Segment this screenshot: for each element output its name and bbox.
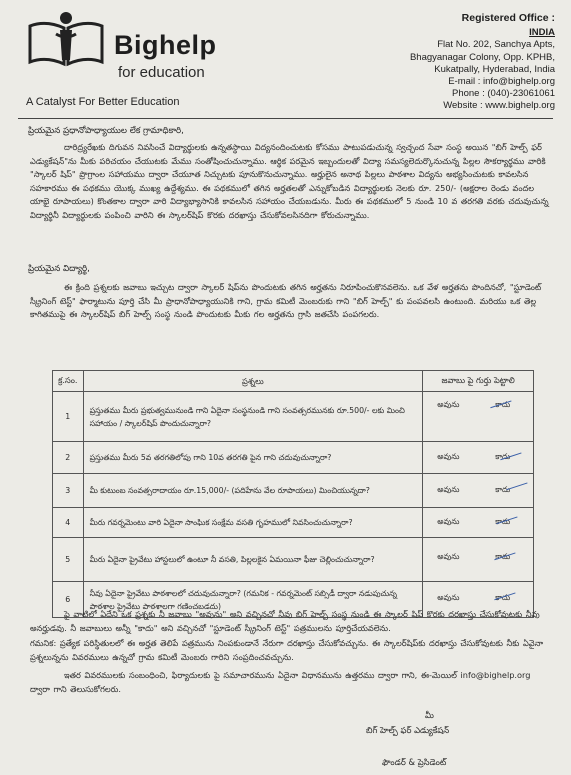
note-paragraph: గమనిక: ప్రత్యేక పరిస్థితులలో ఈ అర్హత తెలిపే పత్రమును నింపకుండానే నేరుగా దరఖాస్తు చేసుకోవచ్చును. ఈ స్కాలర్‌షిప్‌కు దరఖాస్తు చేసుకోవుటకు నీకు ఏవైనా ప్రశ్నలున్నను వివరములు ఉన్నచో గ్రామ కమిటీ మెంబరు గారిని సంప్రదించవచ్చును. xyxy=(30,638,544,662)
intro-paragraph: దారిద్ర్యరేఖకు దిగువన నివసించే విద్యార్థులకు ఉన్నతస్థాయి విద్యనందించుటకు కోసము పాటుపడుచున్న స్వచ్ఛంద సేవా సంస్థ అయిన "బిగ్ హెల్ప్ ఫర్ ఎడ్యుకేషన్"ను మీకు పరిచయం చేయుటకు మేము సంతోషించుచున్నాము. ఆర్థిక పరమైన ఇబ్బందులతో విద్యా సమస్యలెదుర్కొనుచున్న పిల్లల సౌకర్యార్థము వారికి "స్కాలర్ షిప్" ప్రొగ్రాంల సహాయము ద్వారా చేయూత నిచ్చుటకు పూనుకొనుచున్నాము. అర్హులైన అనాథ పిల్లలు పాఠశాల విద్యను అభ్యసించుటకు కావలసిన సహకారము ఈ పథకము యొక్క ముఖ్య ఉద్దేశ్యము. ఈ పథకములో తగిన అర్హతలతో ఎన్నుకోబడిన విద్యార్థులకు నెలకు రూ. 250/- (అక్షరాల రెండు వందల యాభై రూపాయలు) కొంతకాల ద్వారా వారి విద్యాభ్యాసానికి కావలసిన సహాయం చేయబడును. మీరు ఈ పథకములో 5 నుండి 10 వ తరగతి వరకు చదువుచున్న విద్యార్థినీ విద్యార్థులకు పంపించి వారిని ఈ స్కాలర్‌షిప్ కొరకు దరఖాస్తు చేసుకోవలసినదిగా కోరుచున్నాము. xyxy=(30,142,549,220)
office-country: INDIA xyxy=(529,27,555,39)
office-phone: Phone : (040)-23061061 xyxy=(452,88,555,100)
eligibility-table xyxy=(52,370,534,618)
answer-cell[interactable] xyxy=(423,392,534,442)
table-header-row xyxy=(53,371,534,392)
brand-name: Bighelp xyxy=(114,30,217,60)
answer-yes[interactable]: అవును xyxy=(437,552,460,561)
registered-office xyxy=(325,12,555,113)
header-divider xyxy=(18,118,553,119)
answer-no[interactable]: కాదు xyxy=(495,452,511,461)
answer-no[interactable]: కాదు xyxy=(495,400,511,409)
open-book-person-icon xyxy=(26,10,106,70)
answer-yes[interactable]: అవును xyxy=(437,452,460,461)
row-number: 5 xyxy=(53,538,84,582)
answer-cell[interactable] xyxy=(423,508,534,538)
col-answer-header: జవాబు పై గుర్తు పెట్టాలి xyxy=(423,371,534,392)
table-row xyxy=(53,442,534,474)
answer-yes[interactable]: అవును xyxy=(437,485,460,494)
brand-subtitle: for education xyxy=(118,64,205,81)
answer-no[interactable]: కాదు xyxy=(495,485,511,494)
office-email: E-mail : info@bighelp.org xyxy=(448,76,555,88)
col-number-header: క్ర.సం. xyxy=(53,371,84,392)
greeting-headmaster: ప్రియమైన ప్రధానోపాధ్యాయుల లేక గ్రామాధికారి, xyxy=(28,126,184,136)
table-row xyxy=(53,538,534,582)
row-number: 2 xyxy=(53,442,84,474)
tick-mark xyxy=(505,477,528,490)
row-number: 6 xyxy=(53,582,84,618)
office-website: Website : www.bighelp.org xyxy=(443,100,555,112)
row-number: 1 xyxy=(53,392,84,442)
table-row xyxy=(53,474,534,508)
greeting-student: ప్రియమైన విద్యార్థి, xyxy=(28,264,90,274)
row-question: మీ కుటుంబ సంవత్సరాదాయం రూ.15,000/- (పదిహేను వేల రూపాయలు) మించియున్నదా? xyxy=(83,474,423,508)
office-line: Bhagyanagar Colony, Opp. KPHB, xyxy=(409,51,555,63)
tick-mark xyxy=(499,447,522,460)
row-number: 4 xyxy=(53,508,84,538)
instructions-paragraph: ఈ క్రింది ప్రశ్నలకు జవాబు ఇచ్చుట ద్వారా స్కాలర్ షిప్‌ను పొందుటకు తగిన అర్హతను నిరూపించుకొనవలెను. ఒక వేళ అర్హతను పొందినచో, "స్టూడెంట్ స్క్రీనింగ్ టెస్ట్" ఫార్మాటును పూర్తి చేసి మీ ప్రాధానోపాధ్యాయునికి గాని, గ్రామ కమిటీ మెంబరుకు గాని "బిగ్ హెల్ప్" కు పంపవలసి ఉంటుంది. మరియు ఒక తెల్ల కాగితముపై ఈ స్కాలర్‌షిప్ బిగ్ హెల్ప్ సంస్థ నుండి పొందుటకు మీకు గల అర్హతను గ్రాసి జతచేసి పంపగలరు. xyxy=(30,282,542,320)
row-question: ప్రస్తుతము మీరు ప్రభుత్వమునుండి గాని ఏదైనా సంస్థనుండి గాని సంవత్సరమునకు రూ.500/- లకు మించి సహాయం / స్కాలర్‌షిప్ పొందుచున్నారా? xyxy=(83,392,423,442)
row-question: మీరు ఏదైనా ప్రైవేటు హాస్టలులో ఉంటూ నీ వసతి, పిల్లలకైన ఏమయినా ఫీజు చెల్లించుచున్నారా? xyxy=(83,538,423,582)
result-paragraph: పై వాటిలో ఏదేని ఒక ప్రశ్నకు నీ జవాబు "అవును" అని వచ్చినచో నీవు బిగ్ హెల్ప్ సంస్థ నుండి ఈ స్కాలర్ షిప్ కొరకు దరఖాస్తు చేసుకోవుటకు నీవు అనర్హుడవు. నీ జవాబులు అన్నీ "కాదు" అని వచ్చినచో "స్టూడెంట్ స్క్రీనింగ్ టెస్ట్" పత్రములను పూర్తిచేయవలెను. xyxy=(30,609,540,633)
answer-yes[interactable]: అవును xyxy=(437,517,460,526)
closing: మీ xyxy=(425,710,434,720)
answer-no[interactable]: కాదు xyxy=(495,552,511,561)
answer-yes[interactable]: అవును xyxy=(437,593,460,602)
answer-cell[interactable] xyxy=(423,442,534,474)
row-question: నీవు ఏదైనా ప్రైవేటు పాఠశాలలో చదువుచున్నారా? (గమనిక - గవర్నమెంట్ సబ్సిడీ ద్వారా నడుపుచున్న పాఠశాల ప్రైవేటు పాఠశాలగా గణించబడదు) xyxy=(83,582,423,618)
office-line: Flat No. 202, Sanchya Apts, xyxy=(437,39,555,51)
tagline: A Catalyst For Better Education xyxy=(26,96,180,108)
signature-org: బిగ్ హెల్ప్ ఫర్ ఎడ్యుకేషన్ xyxy=(366,725,450,735)
contact-paragraph: ఇతర వివరములకు సంబంధించి, ఫిర్యాదులకు పై సమాచారమును ఏదైనా విధానమును ఉత్తరము ద్వారా గాని, ఈ-మెయిల్ info@bighelp.org ద్వారా గాని తెలుసుకోగలరు. xyxy=(30,670,531,694)
office-title: Registered Office : xyxy=(461,12,555,24)
row-number: 3 xyxy=(53,474,84,508)
answer-cell[interactable] xyxy=(423,474,534,508)
table-row xyxy=(53,508,534,538)
signature-title: ఫౌండర్ & ప్రెసిడెంట్ xyxy=(382,757,447,767)
answer-yes[interactable]: అవును xyxy=(437,400,460,409)
answer-no[interactable]: కాదు xyxy=(495,593,511,602)
answer-no[interactable]: కాదు xyxy=(495,517,511,526)
row-question: మీరు గవర్నమెంటు వారి ఏదైనా సాంఘిక సంక్షేమ వసతి గృహములో నివసించుచున్నారా? xyxy=(83,508,423,538)
row-question: ప్రస్తుతము మీరు 5వ తరగతిలోపు గాని 10వ తరగతి పైన గాని చదువుచున్నారా? xyxy=(83,442,423,474)
office-line: Kukatpally, Hyderabad, India xyxy=(434,63,555,75)
table-row xyxy=(53,392,534,442)
answer-cell[interactable] xyxy=(423,538,534,582)
col-question-header: ప్రశ్నలు xyxy=(83,371,423,392)
